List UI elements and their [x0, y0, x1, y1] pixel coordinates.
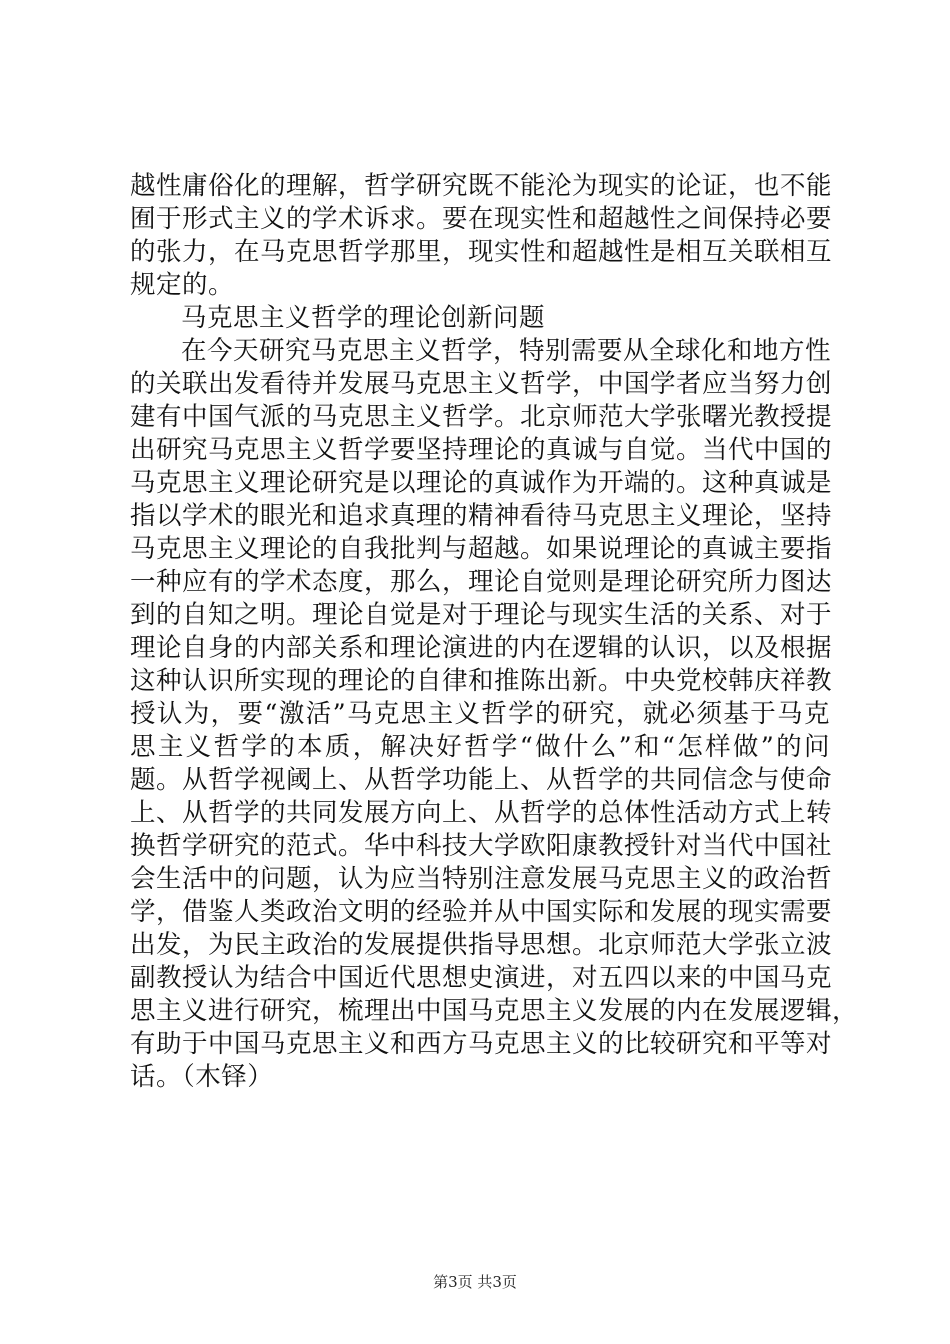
text-line: 学，借鉴人类政治文明的经验并从中国实际和发展的现实需要 [130, 897, 833, 927]
text-line: 建有中国气派的马克思主义哲学。北京师范大学张曙光教授提 [130, 402, 833, 432]
page-number-footer: 第3页 共3页 [433, 1273, 517, 1291]
section-heading: 马克思主义哲学的理论创新问题 [181, 303, 546, 333]
text-line: 的关联出发看待并发展马克思主义哲学，中国学者应当努力创 [130, 369, 833, 399]
text-line: 马克思主义理论的自我批判与超越。如果说理论的真诚主要指 [130, 534, 833, 564]
text-line: 马克思主义理论研究是以理论的真诚作为开端的。这种真诚是 [130, 468, 833, 498]
text-line: 上、从哲学的共同发展方向上、从哲学的总体性活动方式上转 [130, 798, 833, 828]
text-line: 话。（木铎） [130, 1062, 274, 1092]
text-line: 题。从哲学视阈上、从哲学功能上、从哲学的共同信念与使命 [130, 765, 833, 795]
text-line: 到的自知之明。理论自觉是对于理论与现实生活的关系、对于 [130, 600, 833, 630]
text-line: 有助于中国马克思主义和西方马克思主义的比较研究和平等对 [130, 1029, 833, 1059]
text-line: 出研究马克思主义哲学要坚持理论的真诚与自觉。当代中国的 [130, 435, 833, 465]
text-line: 理论自身的内部关系和理论演进的内在逻辑的认识，以及根据 [130, 633, 833, 663]
text-line: 会生活中的问题，认为应当特别注意发展马克思主义的政治哲 [130, 864, 833, 894]
text-line: 换哲学研究的范式。华中科技大学欧阳康教授针对当代中国社 [130, 831, 833, 861]
text-line: 思主义进行研究，梳理出中国马克思主义发展的内在发展逻辑， [130, 996, 859, 1026]
text-line: 在今天研究马克思主义哲学，特别需要从全球化和地方性 [181, 336, 832, 366]
text-line: 指以学术的眼光和追求真理的精神看待马克思主义理论，坚持 [130, 501, 833, 531]
text-line: 思主义哲学的本质，解决好哲学“做什么”和“怎样做”的问 [130, 732, 830, 762]
text-line: 的张力，在马克思哲学那里，现实性和超越性是相互关联相互 [130, 237, 833, 267]
text-line: 越性庸俗化的理解，哲学研究既不能沦为现实的论证，也不能 [130, 171, 833, 201]
text-line: 一种应有的学术态度，那么，理论自觉则是理论研究所力图达 [130, 567, 833, 597]
text-line: 授认为，要“激活”马克思主义哲学的研究，就必须基于马克 [130, 699, 830, 729]
text-line: 这种认识所实现的理论的自律和推陈出新。中央党校韩庆祥教 [130, 666, 833, 696]
text-line: 规定的。 [130, 270, 235, 300]
text-line: 出发，为民主政治的发展提供指导思想。北京师范大学张立波 [130, 930, 833, 960]
text-line: 囿于形式主义的学术诉求。要在现实性和超越性之间保持必要 [130, 204, 833, 234]
document-body [130, 170, 859, 1094]
text-line: 副教授认为结合中国近代思想史演进，对五四以来的中国马克 [130, 963, 833, 993]
